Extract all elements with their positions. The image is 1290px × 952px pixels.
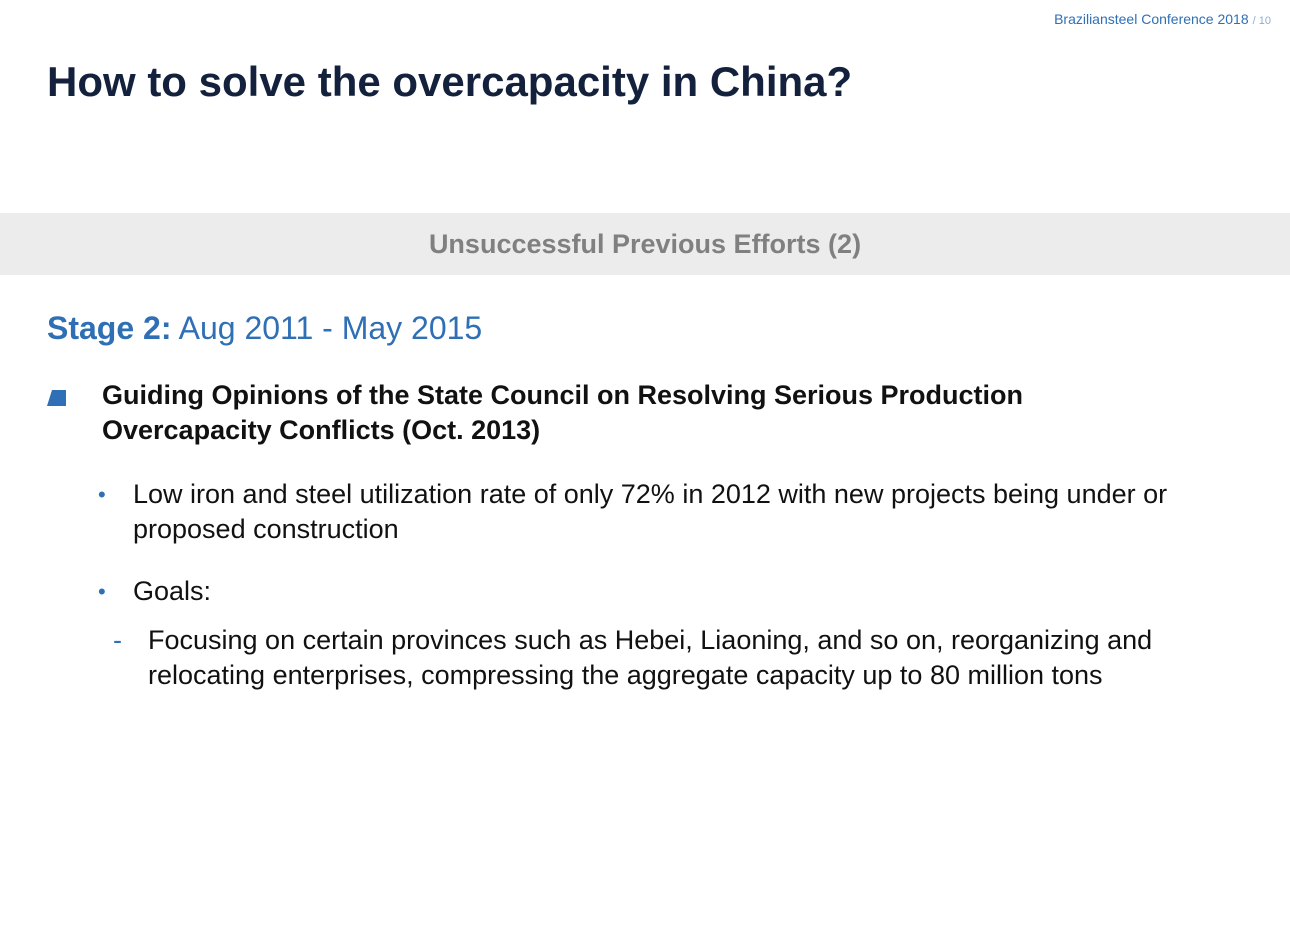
goal-list-item (113, 623, 1248, 693)
section-band (0, 213, 1290, 275)
section-band-label: Unsuccessful Previous Efforts (2) (428, 228, 862, 259)
list-item (98, 574, 1253, 609)
parallelogram-bullet-icon (47, 390, 66, 406)
page-title: How to solve the overcapacity in China? (47, 58, 853, 105)
stage-period: Aug 2011 - May 2015 (178, 310, 483, 346)
goal-list-item-text: Focusing on certain provinces such as Hebei, Liaoning, and so on, reorganizing and relocating enterprises, compressing the aggregate capacity up to 80 million tons (148, 625, 1153, 690)
list-item-text: Goals: (133, 576, 212, 606)
list-item (98, 477, 1253, 547)
stage-label: Stage 2: (47, 310, 172, 346)
list-item-text: Low iron and steel utilization rate of only 72% in 2012 with new projects being under or proposed construction (133, 479, 1168, 544)
dash-marker: - (113, 625, 122, 655)
main-bullet-text: Guiding Opinions of the State Council on Resolving Serious Production Overcapacity Conflicts (Oct. 2013) (102, 380, 1024, 445)
slide-header (1054, 11, 1271, 27)
slide-page-number: / 10 (1252, 15, 1271, 27)
conference-name: Braziliansteel Conference 2018 (1054, 11, 1249, 27)
bullet-marker: • (98, 579, 106, 604)
stage-heading (47, 310, 482, 347)
bullet-marker: • (98, 482, 106, 507)
